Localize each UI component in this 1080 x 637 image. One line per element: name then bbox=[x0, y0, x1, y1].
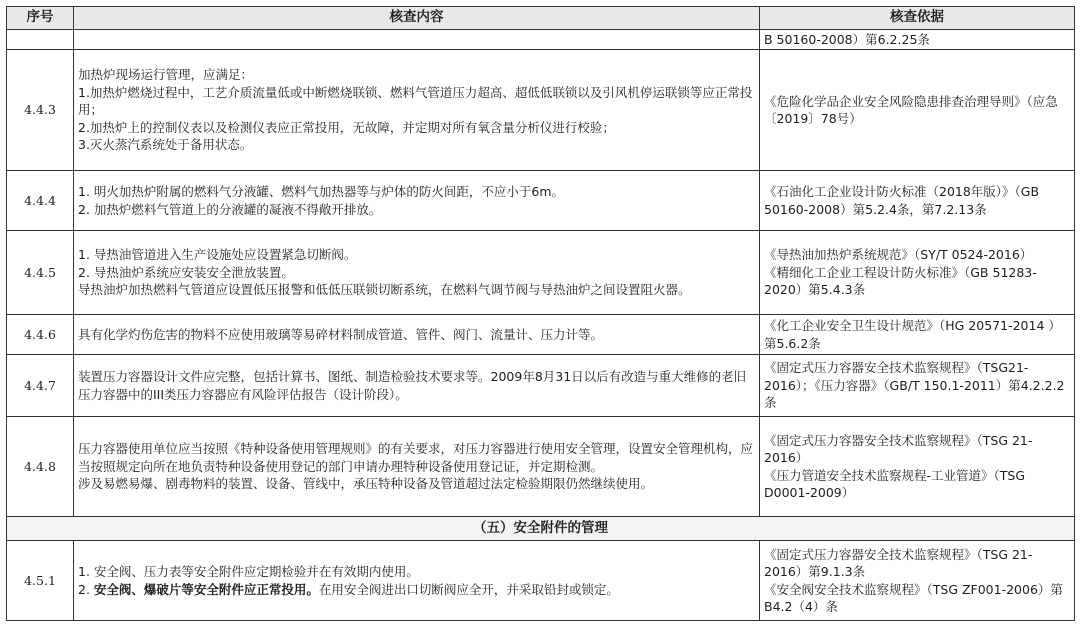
content-line: 导热油炉加热燃料气管道应设置低压报警和低低压联锁切断系统，在燃料气调节阀与导热油炉之间设置阻火器。 bbox=[78, 282, 691, 298]
basis-line: 《化工企业安全卫生设计规范》（HG 20571-2014 ）第5.6.2条 bbox=[764, 318, 1061, 351]
section-row bbox=[7, 517, 1075, 541]
content-rest: 在用安全阀进出口切断阀应全开，并采取铅封或锁定。 bbox=[318, 581, 619, 597]
inspection-table bbox=[6, 6, 1075, 621]
basis-line: 《安全阀安全技术监察规程》（TSG ZF001-2006）第B4.2（4）条 bbox=[764, 581, 1063, 614]
content-line: 1.加热炉燃烧过程中，工艺介质流量低或中断燃烧联锁、燃料气管道压力超高、超低低联锁以及引风机停运联锁等应正常投用； bbox=[78, 84, 753, 118]
row-basis bbox=[760, 231, 1075, 315]
row-basis bbox=[760, 171, 1075, 231]
basis-line: B 50160-2008）第6.2.25条 bbox=[764, 31, 930, 47]
row-num: 4.4.4 bbox=[7, 171, 74, 231]
row-content bbox=[74, 315, 760, 355]
table-row bbox=[7, 231, 1075, 315]
row-content bbox=[74, 30, 760, 50]
row-num: 4.4.6 bbox=[7, 315, 74, 355]
row-basis bbox=[760, 30, 1075, 50]
row-content bbox=[74, 355, 760, 417]
row-content bbox=[74, 417, 760, 517]
row-num: 4.5.1 bbox=[7, 541, 74, 621]
table-row bbox=[7, 171, 1075, 231]
table-row bbox=[7, 315, 1075, 355]
table-row bbox=[7, 417, 1075, 517]
content-prefix: 2. bbox=[78, 581, 94, 597]
section-title: （五）安全附件的管理 bbox=[7, 517, 1075, 541]
table-row bbox=[7, 541, 1075, 621]
basis-line: 《精细化工企业工程设计防火标准》（GB 51283-2020）第5.4.3条 bbox=[764, 264, 1037, 298]
row-num bbox=[7, 30, 74, 50]
basis-line: 《固定式压力容器安全技术监察规程》（TSG21-2016）；《压力容器》（GB/T 150.1-2011）第4.2.2.2条 bbox=[764, 360, 1065, 411]
row-content bbox=[74, 541, 760, 621]
content-line: 2. 导热油炉系统应安装安全泄放装置。 bbox=[78, 264, 294, 280]
row-num: 4.4.5 bbox=[7, 231, 74, 315]
row-content bbox=[74, 171, 760, 231]
table-row bbox=[7, 50, 1075, 171]
row-num: 4.4.3 bbox=[7, 50, 74, 171]
row-content bbox=[74, 231, 760, 315]
content-line: 2. 加热炉燃料气管道上的分液罐的凝液不得敞开排放。 bbox=[78, 201, 382, 217]
row-basis bbox=[760, 50, 1075, 171]
basis-line: 《固定式压力容器安全技术监察规程》（TSG 21-2016） bbox=[764, 432, 1033, 465]
content-line: 3.灭火蒸汽系统处于备用状态。 bbox=[78, 137, 253, 153]
row-basis bbox=[760, 315, 1075, 355]
content-line: 具有化学灼伤危害的物料不应使用玻璃等易碎材料制成管道、管件、阀门、流量计、压力计等。 bbox=[78, 326, 604, 342]
basis-line: 《固定式压力容器安全技术监察规程》（TSG 21-2016）第9.1.3条 bbox=[764, 546, 1033, 579]
content-line bbox=[78, 581, 755, 599]
content-emphasis: 安全阀、爆破片等安全附件应正常投用。 bbox=[93, 581, 319, 597]
content-line: 压力容器使用单位应当按照《特种设备使用管理规则》的有关要求，对压力容器进行使用安全管理，设置安全管理机构，应当按照规定向所在地负责特种设备使用登记的部门申请办理特种设备使用登记证，并定期检测。 bbox=[78, 441, 754, 474]
content-line: 1. 安全阀、压力表等安全附件应定期检验并在有效期内使用。 bbox=[78, 564, 419, 579]
basis-line: 《导热油加热炉系统规范》（SY/T 0524-2016） bbox=[764, 247, 1033, 263]
content-line: 装置压力容器设计文件应完整，包括计算书、图纸、制造检验技术要求等。2009年8月31日以后有改造与重大维修的老旧压力容器中的III类压力容器应有风险评估报告（设计阶段）。 bbox=[78, 369, 747, 402]
content-line: 涉及易燃易爆、剧毒物料的装置、设备、管线中，承压特种设备及管道超过法定检验期限仍然继续使用。 bbox=[78, 476, 654, 492]
table-header-row bbox=[7, 7, 1075, 30]
table-row bbox=[7, 30, 1075, 50]
basis-line: 《石油化工企业设计防火标准（2018年版）》（GB 50160-2008）第5.2.4条，第7.2.13条 bbox=[764, 184, 1040, 217]
row-num: 4.4.8 bbox=[7, 417, 74, 517]
row-basis bbox=[760, 417, 1075, 517]
content-line: 1. 导热油管道进入生产设施处应设置紧急切断阀。 bbox=[78, 247, 357, 263]
row-basis bbox=[760, 355, 1075, 417]
header-num: 序号 bbox=[7, 7, 74, 30]
content-line: 2.加热炉上的控制仪表以及检测仪表应正常投用，无故障，并定期对所有氧含量分析仪进行校验； bbox=[78, 119, 615, 135]
basis-line: 《压力管道安全技术监察规程-工业管道》（TSG D0001-2009） bbox=[764, 467, 1026, 500]
header-basis: 核查依据 bbox=[760, 7, 1075, 30]
content-line: 1. 明火加热炉附属的燃料气分液罐、燃料气加热器等与炉体的防火间距，不应小于6m。 bbox=[78, 184, 565, 199]
header-content: 核查内容 bbox=[74, 7, 760, 30]
content-line: 加热炉现场运行管理，应满足： bbox=[78, 67, 254, 83]
row-num: 4.4.7 bbox=[7, 355, 74, 417]
row-content bbox=[74, 50, 760, 171]
table-row bbox=[7, 355, 1075, 417]
basis-line: 《危险化学品企业安全风险隐患排查治理导则》（应急〔2019〕78号） bbox=[764, 93, 1058, 126]
row-basis bbox=[760, 541, 1075, 621]
